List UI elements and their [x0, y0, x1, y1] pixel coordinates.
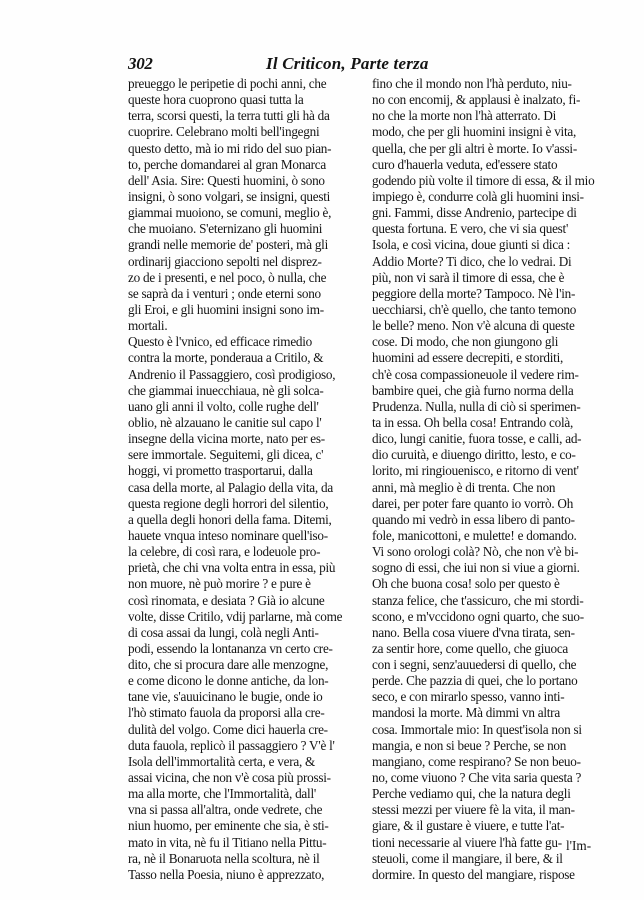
text-line: terra, scorsi questi, la terra tutti gli hà da — [128, 108, 330, 124]
text-line: casa della morte, al Palagio della vita, da — [128, 479, 333, 495]
text-line: seco, e con mirarlo spesso, vanno inti- — [372, 689, 565, 705]
text-line: niun huomo, per eminente che sia, è sti- — [128, 818, 329, 834]
text-line: perde. Che pazzia di quei, che lo portano — [372, 673, 578, 689]
text-line: impiego è, condurre colà gli huomini insi- — [372, 188, 584, 204]
text-line: oblio, nè alzauano le canitie sul capo l' — [128, 414, 322, 430]
text-line: di cosa assai da lungi, colà negli Anti- — [128, 624, 319, 640]
text-line: l'hò stimato fauola da proporsi alla cre- — [128, 705, 325, 721]
text-line: cuoprire. Celebrano molti bell'ingegni — [128, 124, 320, 140]
text-line: dito, che si procura dare alle menzogne, — [128, 657, 329, 673]
text-line: a quella degli honori della fama. Ditemi, — [128, 511, 332, 527]
text-line: nano. Bella cosa viuere d'vna tirata, sen- — [372, 624, 575, 640]
text-line: modo, che per gli huomini insigni è vita, — [372, 124, 577, 140]
text-line: tioni necessarie al viuere l'hà fatte gu- — [372, 834, 562, 850]
text-line: Tasso nella Poesia, niuno è apprezzato, — [128, 866, 325, 882]
text-line: e come dicono le donne antiche, da lon- — [128, 673, 329, 689]
text-line: più, non vi sarà il timore di essa, che è — [372, 269, 565, 285]
text-line: Isola, e così vicina, doue giunti si dica : — [372, 237, 571, 253]
text-line: bambire quei, che già furno norma della — [372, 382, 574, 398]
text-line: stessi mezzi per viuere fè la vita, il man- — [372, 802, 575, 818]
text-line: podi, essendo la lontananza vn certo cre- — [128, 640, 333, 656]
text-line: uano gli anni il volto, colle rughe dell' — [128, 398, 319, 414]
text-line: lorito, mi ringiouenisco, e ritorno di vent' — [372, 463, 579, 479]
text-line: insigni, ò sono volgari, se insigni, questi — [128, 188, 331, 204]
text-line: sogno di essi, che iui non si viue a giorni. — [372, 560, 580, 576]
text-line: ch'è cosa compassioneuole il vedere rim- — [372, 366, 579, 382]
text-line: mandosi la morte. Mà dimmi vn altra — [372, 705, 560, 721]
text-line: Addio Morte? Ti dico, che lo vedrai. Di — [372, 253, 572, 269]
text-line: cose. Di modo, che non giungono gli — [372, 334, 559, 350]
text-line: così rinomata, e desiata ? Già io alcune — [128, 592, 325, 608]
text-line: zo de i presenti, e nel poco, ò nulla, che — [128, 269, 327, 285]
text-line: contra la morte, ponderaua a Critilo, & — [128, 350, 324, 366]
text-line: za sentir hore, come quello, che giuoca — [372, 640, 569, 656]
text-line: ordinarij giacciono sepolti nel disprez- — [128, 253, 322, 269]
text-line: ta in essa. Oh bella cosa! Entrando colà, — [372, 414, 574, 430]
text-line: fole, manicottoni, e mulette! e domando. — [372, 527, 577, 543]
text-line: insegne della vicina morte, nato per es- — [128, 431, 325, 447]
text-line: le belle? meno. Non v'è alcuna di queste — [372, 318, 575, 334]
text-line: se saprà da i venturi ; onde eterni sono — [128, 285, 321, 301]
text-line: giare, & il gustare è viuere, e tutte l'at- — [372, 818, 565, 834]
text-line: mangia, e non si beue ? Perche, se non — [372, 737, 567, 753]
text-line: huomini ad essere decrepiti, e storditi, — [372, 350, 564, 366]
text-line: Vi sono orologi colà? Nò, che non v'è bi- — [372, 544, 579, 560]
text-line: che giammai inuecchiaua, nè gli solca- — [128, 382, 324, 398]
text-line: duta fauola, replicò il passaggiero ? V'è l' — [128, 737, 335, 753]
text-line: che muoiano. S'eternizano gli huomini — [128, 221, 323, 237]
text-line: no, come viuono ? Che vita saria questa ? — [372, 770, 582, 786]
text-line: anni, mà meglio è di trenta. Che non — [372, 479, 556, 495]
text-line: ma alla morte, che l'Immortalità, dall' — [128, 786, 316, 802]
text-line: Andrenio il Passaggiero, così prodigioso, — [128, 366, 336, 382]
text-line: dio curuità, e diuengo diritto, lesto, e co- — [372, 447, 576, 463]
text-line: Oh che buona cosa! solo per questo è — [372, 576, 560, 592]
text-line: curo d'hauerla veduta, ed'essere stato — [372, 156, 558, 172]
text-line: dell' Asia. Sire: Questi huomini, ò sono — [128, 172, 325, 188]
text-line: steuoli, come il mangiare, il bere, & il — [372, 850, 563, 866]
text-line: la celebre, di così rara, e lodeuole pro- — [128, 544, 321, 560]
text-line: peggiore della morte? Tampoco. Nè l'in- — [372, 285, 576, 301]
text-line: to, perche domandarei al gran Monarca — [128, 156, 326, 172]
text-line: dico, lungi canitie, fuora tosse, e calli, ad- — [372, 431, 582, 447]
text-line: grandi nelle memorie de' posteri, mà gli — [128, 237, 329, 253]
text-line: fino che il mondo non l'hà perduto, niu- — [372, 76, 572, 91]
text-line: sere immortale. Seguitemi, gli dicea, c' — [128, 447, 324, 463]
text-line: Isola dell'immortalità certa, e vera, & — [128, 753, 316, 769]
text-line: Questo è l'vnico, ed efficace rimedio — [128, 334, 313, 350]
text-line: Prudenza. Nulla, nulla di ciò si sperimen- — [372, 398, 581, 414]
text-line: mato in vita, nè fu il Titiano nella Pittu- — [128, 834, 327, 850]
text-line: hauete vnqua inteso nominare quell'iso- — [128, 527, 328, 543]
right-text-column — [372, 76, 620, 883]
text-line: mortali. — [128, 318, 168, 334]
left-text-column — [128, 76, 366, 883]
text-line: preueggo le peripetie di pochi anni, che — [128, 76, 327, 91]
text-line: questo detto, mà io mi rido del suo pian- — [128, 140, 332, 156]
catchword: l'Im- — [566, 838, 592, 853]
text-line: giammai muoiono, se comuni, meglio è, — [128, 205, 332, 221]
text-line: tane vie, s'auuicinano le bugie, onde io — [128, 689, 323, 705]
text-line: prietà, che chi vna volta entra in essa, più — [128, 560, 336, 576]
text-line: no con encomij, & applausi è inalzato, fi- — [372, 92, 581, 108]
text-line: con i segni, senz'auuedersi di quello, che — [372, 657, 577, 673]
text-line: stanza felice, che t'assicuro, che mi stordi- — [372, 592, 584, 608]
text-line: quella, che per gli altri è morte. Io v'assi- — [372, 140, 577, 156]
text-line: assai vicina, che non v'è cosa più prossi- — [128, 770, 331, 786]
text-line: godendo più volte il timore di essa, & il mio — [372, 172, 595, 188]
text-line: questa fortuna. E vero, che vi sia quest' — [372, 221, 569, 237]
text-line: Perche vediamo qui, che la natura degli — [372, 786, 571, 802]
running-title: Il Criticon, Parte terza — [266, 54, 429, 73]
text-line: volte, disse Critilo, vdij parlarne, mà come — [128, 608, 343, 624]
text-line: scono, e m'vccidono ogni quarto, che suo- — [372, 608, 584, 624]
text-line: uecchiarsi, ch'è quello, che tanto temono — [372, 301, 577, 317]
text-line: ra, nè il Bonaruota nella scoltura, nè il — [128, 850, 320, 866]
text-line: questa regione degli horrori del silentio, — [128, 495, 329, 511]
text-line: non muore, nè può morire ? e pure è — [128, 576, 311, 592]
text-line: cosa. Immortale mio: In quest'isola non si — [372, 721, 582, 737]
text-line: darei, per poter fare quanto io vorrò. Oh — [372, 495, 574, 511]
text-line: queste hora cuoprono quasi tutta la — [128, 92, 304, 108]
text-line: quando mi vedrò in essa libero di panto- — [372, 511, 575, 527]
running-head — [128, 54, 628, 76]
text-line: dormire. In questo del mangiare, rispose — [372, 866, 575, 882]
text-line: dulità del volgo. Come dici hauerla cre- — [128, 721, 328, 737]
page-number: 302 — [128, 54, 153, 73]
text-line: gli Eroi, e gli huomini insigni sono im- — [128, 301, 324, 317]
text-line: vna si passa all'altra, onde vedrete, che — [128, 802, 323, 818]
text-line: mangiano, come respirano? Se non beuo- — [372, 753, 581, 769]
text-line: gni. Fammi, disse Andrenio, partecipe di — [372, 205, 577, 221]
text-line: no che la morte non l'hà atterrato. Di — [372, 108, 557, 124]
text-line: hoggi, vi prometto trasportarui, dalla — [128, 463, 313, 479]
